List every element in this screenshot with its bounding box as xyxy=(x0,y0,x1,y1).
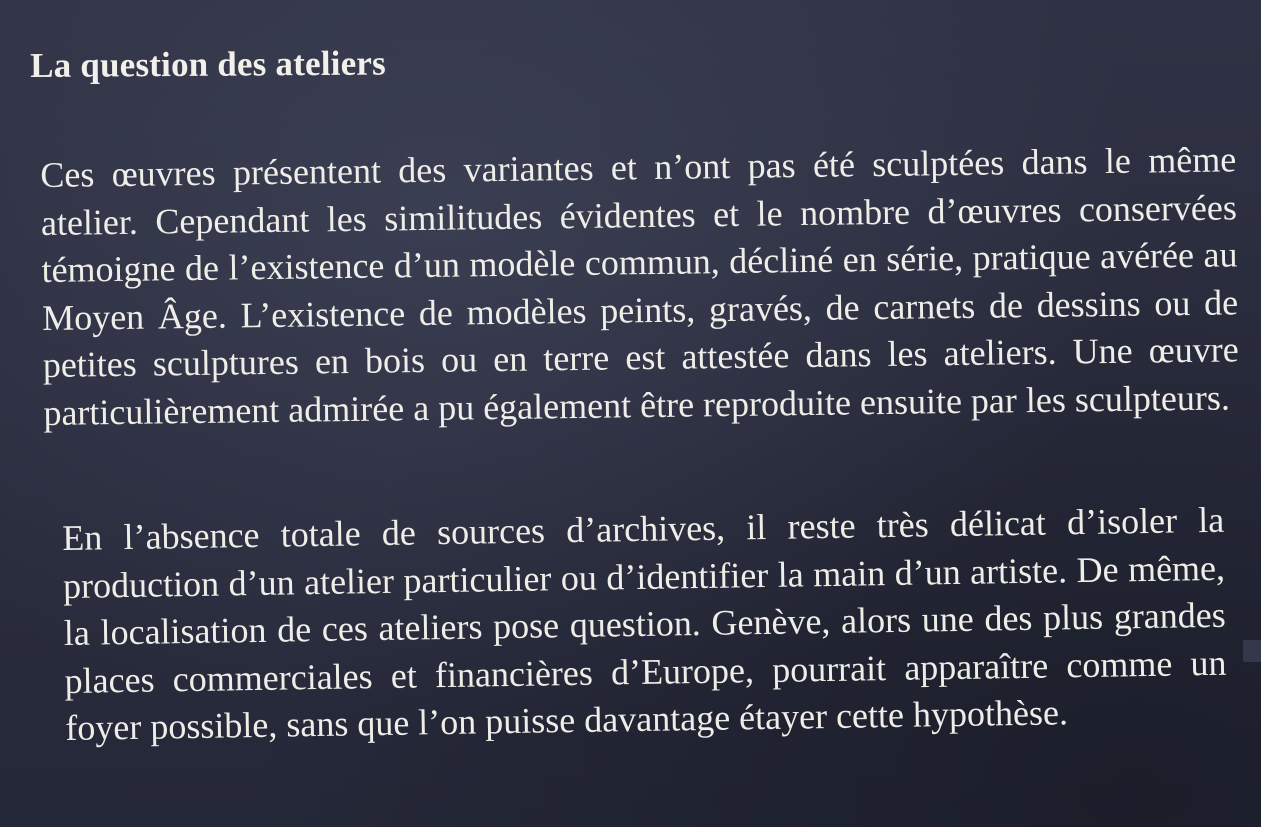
paragraph-workshop-location: En l’absence totale de sources d’archives, il reste très délicat d’isoler la production d’un atelier particulier ou d’identifier la main d’un artiste. De même, la localisation de ces ateliers pose question. Genève, alors une des plus grandes places commerciales et financières d’Europe, pourrait apparaître comme un foyer possible, sans que l’on puisse davantage étayer cette hypothèse. xyxy=(62,499,1227,748)
adjacent-panel-edge xyxy=(1243,640,1261,662)
paragraph-workshops-variants: Ces œuvres présentent des variantes et n’ont pas été sculptées dans le même atelier. Cependant les similitudes évidentes et le nombre d’œuvres conservées témoigne de l’existence d’un modèle commun, décliné en série, pratique avérée au Moyen Âge. L’existence de modèles peints, gravés, de carnets de dessins ou de petites sculptures en bois ou en terre est attestée dans les ateliers. Une œuvre particulièrement admirée a pu également être reproduite ensuite par les sculpteurs. xyxy=(40,139,1239,433)
panel-title: La question des ateliers xyxy=(30,43,387,85)
